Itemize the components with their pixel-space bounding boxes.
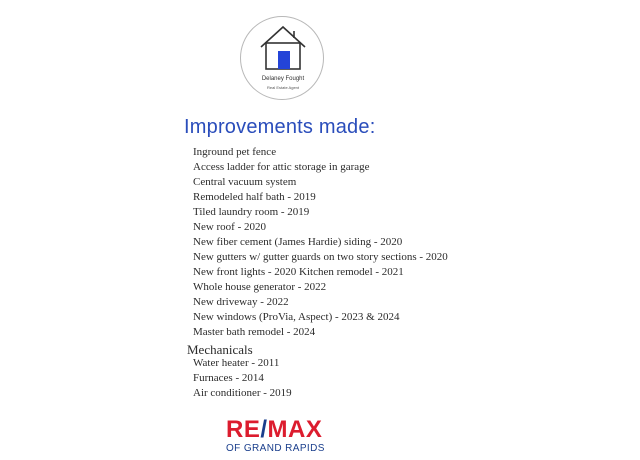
page-heading: Improvements made: [184,116,376,138]
list-item: New roof - 2020 [193,221,267,233]
list-item: Access ladder for attic storage in garage [193,161,370,173]
agent-title: Real Estate Agent [266,85,300,90]
mechanicals-heading: Mechanicals [187,342,253,357]
improvements-list [193,145,448,340]
agent-logo [240,16,324,100]
list-item: Water heater - 2011 [193,357,280,369]
house-icon [257,23,309,75]
remax-logo [226,418,342,455]
list-item: Central vacuum system [193,176,297,188]
list-item: New windows (ProVia, Aspect) - 2023 & 2024 [193,311,400,323]
remax-slash: / [260,416,268,443]
list-item: Tiled laundry room - 2019 [193,206,310,218]
door-shape [278,51,290,69]
agent-name: Delaney Fought [261,76,305,82]
mechanicals-list [193,356,292,401]
list-item: Furnaces - 2014 [193,372,264,384]
list-item: New front lights - 2020 Kitchen remodel - 2021 [193,266,404,278]
remax-office: OF GRAND RAPIDS [226,443,325,454]
list-item: Inground pet fence [193,146,277,158]
list-item: New gutters w/ gutter guards on two story sections - 2020 [193,251,448,263]
list-item: New driveway - 2022 [193,296,289,308]
list-item: Air conditioner - 2019 [193,387,292,399]
remax-re: RE [226,416,261,443]
list-item: Whole house generator - 2022 [193,281,327,293]
remax-max: MAX [267,416,323,443]
list-item: New fiber cement (James Hardie) siding - 2020 [193,236,403,248]
remax-wordmark [226,418,342,442]
list-item: Remodeled half bath - 2019 [193,191,316,203]
list-item: Master bath remodel - 2024 [193,326,316,338]
